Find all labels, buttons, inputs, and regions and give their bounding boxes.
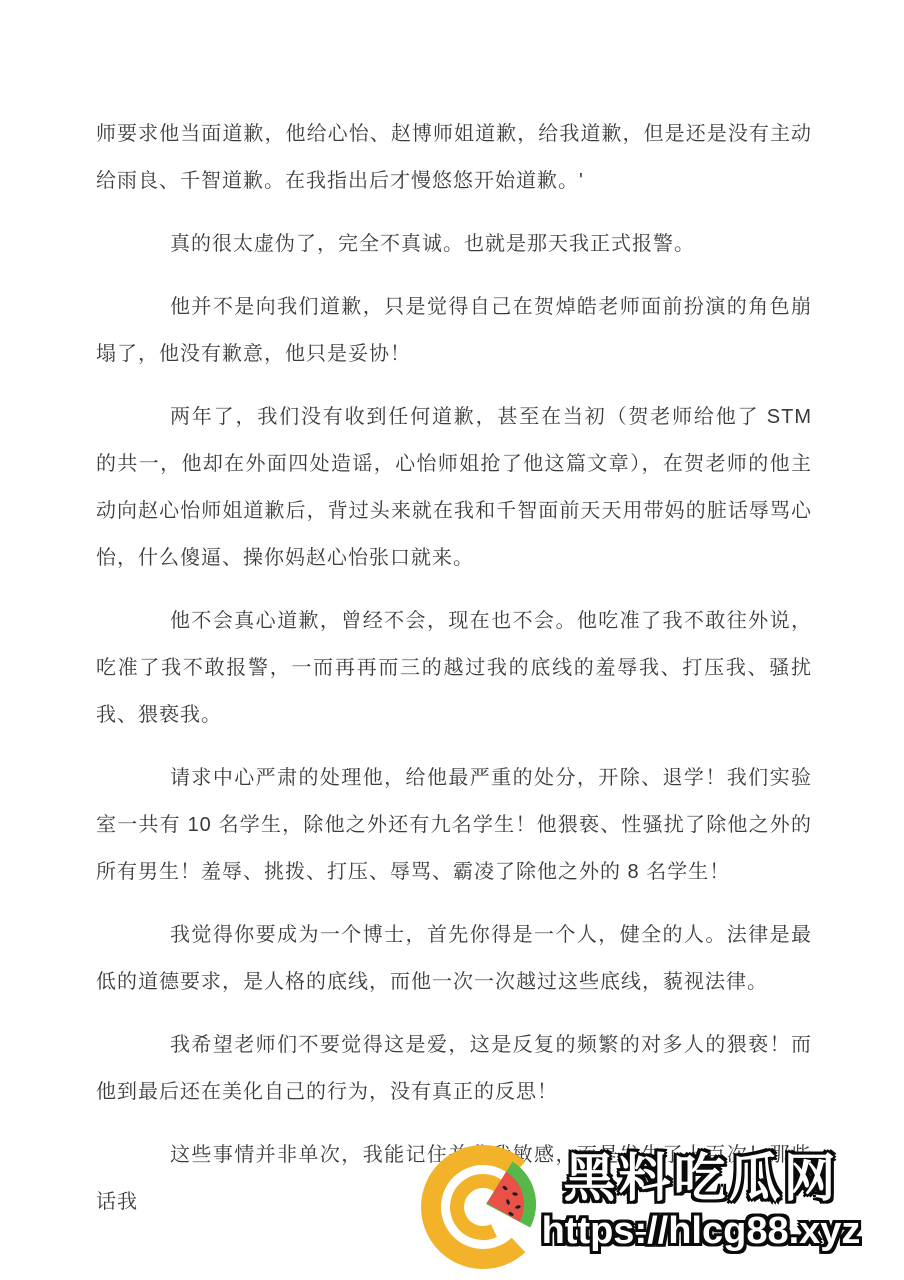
watermelon-logo-icon [420,1144,546,1270]
paragraph: 我觉得你要成为一个博士，首先你得是一个人，健全的人。法律是最低的道德要求，是人格的底线，而他一次一次越过这些底线，藐视法律。 [96,924,812,993]
document-page [96,111,812,1242]
paragraph: 师要求他当面道歉，他给心怡、赵博师姐道歉，给我道歉，但是还是没有主动给雨良、千智道歉。在我指出后才慢悠悠开始道歉。' [96,123,812,192]
watermark [420,1144,860,1274]
paragraph: 我希望老师们不要觉得这是爱，这是反复的频繁的对多人的猥亵！而他到最后还在美化自己的行为，没有真正的反思！ [96,1034,812,1103]
paragraph: 请求中心严肃的处理他，给他最严重的处分，开除、退学！我们实验室一共有 10 名学生，除他之外还有九名学生！他猥亵、性骚扰了除他之外的所有男生！羞辱、挑拨、打压、辱骂、霸凌了除他之外的 8 名学生！ [96,767,812,883]
paragraph: 他并不是向我们道歉，只是觉得自己在贺焯皓老师面前扮演的角色崩塌了，他没有歉意，他只是妥协！ [96,296,812,365]
watermark-text-block [540,1144,860,1274]
watermark-site-url: https://hlcg88.xyz [541,1210,861,1252]
watermark-site-name: 黑料吃瓜网 [563,1150,839,1208]
paragraph: 他不会真心道歉，曾经不会，现在也不会。他吃准了我不敢往外说，吃准了我不敢报警，一而再再而三的越过我的底线的羞辱我、打压我、骚扰我、猥亵我。 [96,610,812,726]
paragraph: 这些事情并非单次，我能记住并非我敏感，而是发生了上百次！那些话我 [96,1144,812,1213]
paragraph: 两年了，我们没有收到任何道歉，甚至在当初（贺老师给他了 STM 的共一，他却在外面四处造谣，心怡师姐抢了他这篇文章），在贺老师的他主动向赵心怡师姐道歉后，背过头来就在我和千智面前天天用带妈的脏话辱骂心怡，什么傻逼、操你妈赵心怡张口就来。 [96,406,812,569]
paragraph: 真的很太虚伪了，完全不真诚。也就是那天我正式报警。 [170,233,695,255]
